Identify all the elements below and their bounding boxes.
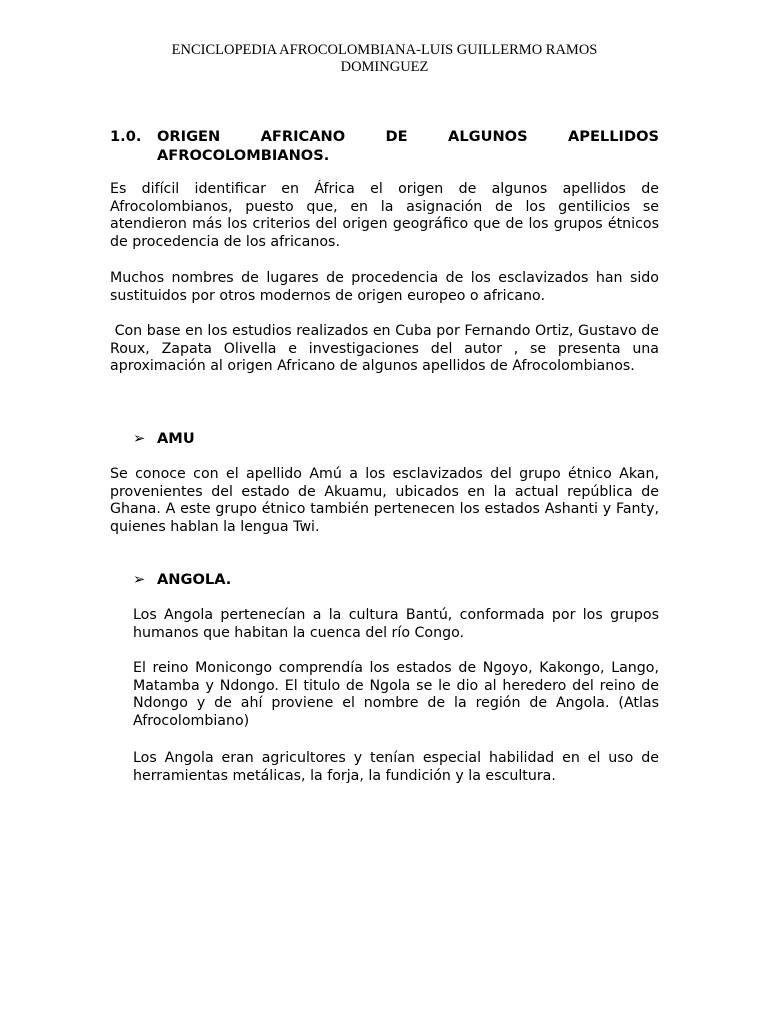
entry-paragraph: Los Angola eran agricultores y tenían especial habilidad en el uso de herramientas metálicas, la forja, la fundición y la escultura. [133,750,659,784]
section-number: 1.0. [110,128,142,145]
intro-paragraph: Muchos nombres de lugares de procedencia de los esclavizados han sido sustituidos por otros modernos de origen europeo o africano. [110,270,659,304]
intro-paragraph: Con base en los estudios realizados en Cuba por Fernando Ortiz, Gustavo de Roux, Zapata Olivella e investigaciones del autor , se presenta una aproximación al origen Africano de algunos apellidos de Afrocolombianos. [110,323,664,375]
entry-paragraph: El reino Monicongo comprendía los estados de Ngoyo, Kakongo, Lango, Matamba y Ndongo. El titulo de Ngola se le dio al heredero del reino de Ndongo y de ahí proviene el nombre de la región de Angola. (Atlas Afrocolombiano) [133,660,659,729]
page-header [110,42,659,76]
arrowhead-bullet-icon: ➢ [133,571,146,588]
entry-paragraph: Los Angola pertenecían a la cultura Bantú, conformada por los grupos humanos que habitan la cuenca del río Congo. [133,607,659,641]
entry-paragraph: Se conoce con el apellido Amú a los esclavizados del grupo étnico Akan, provenientes del estado de Akuamu, ubicados en la actual república de Ghana. A este grupo étnico también pertenecen los estados Ashanti y Fanty, quienes hablan la lengua Twi. [110,466,659,535]
entry-heading-angola [133,571,231,589]
entry-heading-amu [133,430,195,448]
intro-paragraph: Es difícil identificar en África el origen de algunos apellidos de Afrocolombianos, puesto que, en la asignación de los gentilicios se atendieron más los criterios del origen geográfico que de los grupos étnicos de procedencia de los africanos. [110,181,659,250]
header-line-1: ENCICLOPEDIA AFROCOLOMBIANA-LUIS GUILLERMO RAMOS [171,42,598,58]
header-line-2: DOMINGUEZ [340,59,429,75]
section-title-line-2: AFROCOLOMBIANOS. [157,147,330,164]
arrowhead-bullet-icon: ➢ [133,430,146,447]
entry-title: AMU [157,430,195,447]
entry-title: ANGOLA. [157,571,232,588]
section-title-line-1: ORIGEN AFRICANO DE ALGUNOS APELLIDOS [157,128,659,145]
